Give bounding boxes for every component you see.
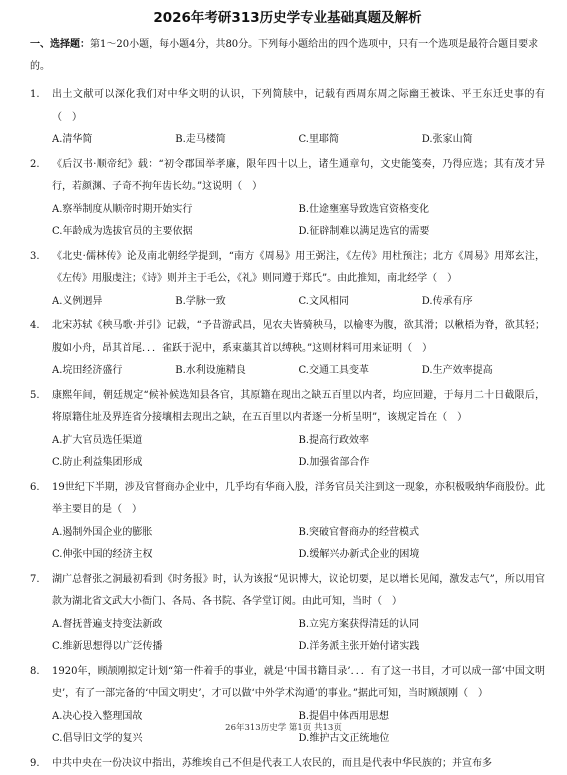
question-stem: 湖广总督张之洞最初看到《时务报》时，认为该报“见识博大，议论切要，足以增长见闻，激发志气”，所以用官款为湖北省文武大小衙门、各局、各书院、各学堂订阅。由此可知，当时（ ） [52, 569, 545, 614]
option-c: C.里耶简 [299, 129, 422, 152]
option-c: C.倡导旧文学的复兴 [52, 728, 299, 751]
question-stem: 《后汉书·顺帝纪》载：“初令郡国举孝廉，限年四十以上，诸生通章句，文史能笺奏，乃得应选；其有茂才异行，若颜渊、子奇不拘年齿长幼。”这说明（ ） [52, 154, 545, 199]
page-title: 2026年考研313历史学专业基础真题及解析 [30, 8, 545, 28]
option-a: A.决心投入整理国故 [52, 706, 299, 729]
option-d: D.缓解兴办新式企业的困境 [299, 544, 546, 567]
option-b: B.立宪方案获得清廷的认同 [299, 614, 546, 637]
question [30, 154, 545, 244]
option-c: C.文风相同 [299, 291, 422, 314]
question [30, 477, 545, 567]
option-a: A.垸田经济盛行 [52, 360, 175, 383]
option-b: B.水利设施精良 [175, 360, 298, 383]
question-number: 1. [30, 84, 52, 129]
question-stem: 1920年，顾颉刚拟定计划“第一件着手的事业，就是‘中国书籍目录’．．．有了这一书目，才可以成一部‘中国文明史’，有了一部完备的‘中国文明史’，才可以做‘中外学术沟通’的事业。”据此可知，当时顾颉刚（ ） [52, 661, 545, 706]
option-c: C.伸张中国的经济主权 [52, 544, 299, 567]
option-d: D.张家山简 [422, 129, 545, 152]
question-number: 9. [30, 753, 52, 775]
question-stem: 《北史·儒林传》论及南北朝经学提到，“南方《周易》用王弼注，《左传》用杜预注；北方《周易》用郑玄注，《左传》用服虔注；《诗》则并主于毛公，《礼》则同遵于郑氏”。由此推知，南北经学（ ） [52, 246, 545, 291]
option-d: D.维护古文正统地位 [299, 728, 546, 751]
question [30, 246, 545, 314]
option-c: C.年龄成为选拔官员的主要依据 [52, 221, 299, 244]
question-stem: 北宋苏轼《秧马歌·并引》记载，“予昔游武昌，见农夫皆骑秧马，以榆枣为腹，欲其滑；以楸梧为脊，欲其轻；腹如小舟，昂其首尾．．．雀跃于泥中，系束藁其首以缚秧。”这则材料可用来证明（ ） [52, 315, 545, 360]
question-number: 5. [30, 385, 52, 430]
section-text: 第1～20小题，每小题4分，共80分。下列每小题给出的四个选项中，只有一个选项是最符合题目要求的。 [30, 39, 538, 72]
question-number: 3. [30, 246, 52, 291]
question-stem: 19世纪下半期，涉及官督商办企业中，几乎均有华商入股，洋务官员关注到这一现象，亦积极吸纳华商股份。此举主要目的是（ ） [52, 477, 545, 522]
option-b: B.仕途壅塞导致选官资格变化 [299, 199, 546, 222]
option-c: C.维新思想得以广泛传播 [52, 636, 299, 659]
question-number: 7. [30, 569, 52, 614]
question [30, 661, 545, 751]
option-d: D.加强省部合作 [299, 452, 546, 475]
option-b: B.提倡中体西用思想 [299, 706, 546, 729]
option-d: D.生产效率提高 [422, 360, 545, 383]
option-a: A.督抚普遍支持变法新政 [52, 614, 299, 637]
question-stem: 中共中央在一份决议中指出，苏维埃自己不但是代表工人农民的，而且是代表中华民族的；并宣布多 [52, 753, 545, 775]
question-number: 6. [30, 477, 52, 522]
option-b: B.突破官督商办的经营模式 [299, 522, 546, 545]
option-a: A.清华简 [52, 129, 175, 152]
question-number: 4. [30, 315, 52, 360]
option-a: A.察举制度从顺帝时期开始实行 [52, 199, 299, 222]
option-d: D.征辟制难以满足选官的需要 [299, 221, 546, 244]
option-c: C.交通工具变革 [299, 360, 422, 383]
page-footer: 26年313历史学 第1页 共13页 [0, 721, 567, 733]
question [30, 315, 545, 383]
option-a: A.遏制外国企业的膨胀 [52, 522, 299, 545]
question-stem: 康熙年间，朝廷规定“候补候选知县各官，其原籍在现出之缺五百里以内者，均应回避，于每月二十日截限后，将原籍住址及界连省分接壤相去现出之缺，在五百里以内者逐一分析呈明”，该规定旨在（ ） [52, 385, 545, 430]
question-stem: 出土文献可以深化我们对中华文明的认识，下列简牍中，记载有西周东周之际幽王被诛、平王东迁史事的有（ ） [52, 84, 545, 129]
question-number: 2. [30, 154, 52, 199]
option-b: B.学脉一致 [175, 291, 298, 314]
option-c: C.防止利益集团形成 [52, 452, 299, 475]
section-heading: 一、选择题： [30, 39, 90, 50]
question [30, 84, 545, 152]
option-d: D.洋务派主张开始付诸实践 [299, 636, 546, 659]
question [30, 569, 545, 659]
option-b: B.提高行政效率 [299, 430, 546, 453]
option-a: A.义例迥异 [52, 291, 175, 314]
question [30, 753, 545, 775]
question [30, 385, 545, 475]
option-a: A.扩大官员选任渠道 [52, 430, 299, 453]
option-b: B.走马楼简 [175, 129, 298, 152]
option-d: D.传承有序 [422, 291, 545, 314]
question-number: 8. [30, 661, 52, 706]
section-instructions [30, 34, 545, 78]
